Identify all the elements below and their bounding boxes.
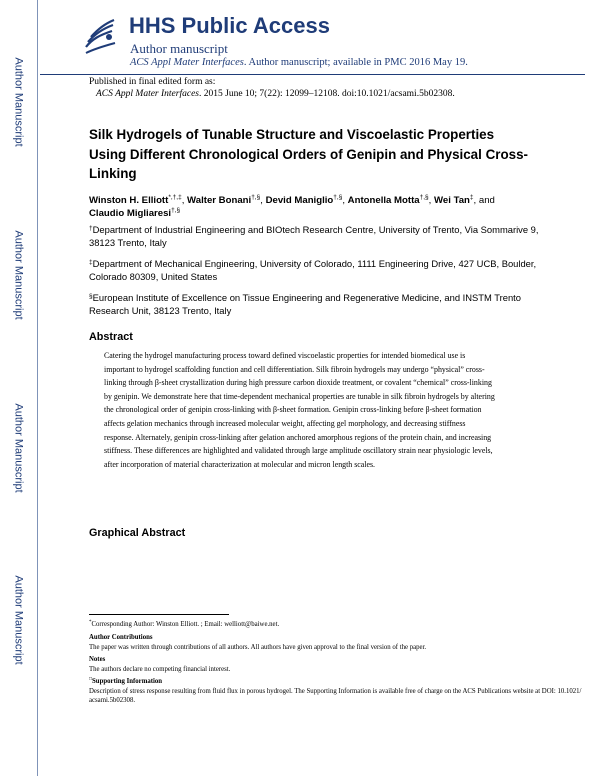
footnote-corresponding: *Corresponding Author: Winston Elliott. ; Email: welliott@baiwe.net. xyxy=(89,620,280,628)
footnote-contributions-heading: Author Contributions xyxy=(89,634,153,641)
author-list xyxy=(89,194,569,220)
author-name: Winston H. Elliott xyxy=(89,195,169,206)
sidebar-label-3: Author Manuscript xyxy=(13,403,26,493)
affiliation-2: ‡Department of Mechanical Engineering, University of Colorado, 1111 Engineering Drive, 427 UCB, Boulder, Colorado 80309, United States xyxy=(89,258,537,282)
footnote-supporting-heading: □Supporting Information xyxy=(89,677,163,685)
availability-line: ACS Appl Mater Interfaces. Author manuscript; available in PMC 2016 May 19. xyxy=(130,57,468,68)
author-name: Antonella Motta xyxy=(347,195,420,206)
author-name: Claudio Migliaresi xyxy=(89,208,172,219)
author-affiliation-marks: †,§ xyxy=(333,194,343,201)
sidebar-label-2: Author Manuscript xyxy=(13,230,26,320)
footnote-notes: The authors declare no competing financial interest. xyxy=(89,666,231,673)
author-affiliation-marks: *,†,‡ xyxy=(168,194,182,201)
author-separator: , and xyxy=(473,195,495,206)
sidebar-label-1: Author Manuscript xyxy=(13,57,26,147)
hhs-eagle-logo xyxy=(82,13,118,57)
header-rule xyxy=(40,74,585,75)
affiliation-3: §European Institute of Excellence on Tissue Engineering and Regenerative Medicine, and INSTM Trento Research Unit, 38123 Trento, Italy xyxy=(89,292,521,316)
sidebar-label-4: Author Manuscript xyxy=(13,575,26,665)
author-affiliation-marks: †,§ xyxy=(251,194,261,201)
footnote-contributions: The paper was written through contributions of all authors. All authors have given approval to the final version of the paper. xyxy=(89,644,427,651)
published-label: Published in final edited form as: xyxy=(89,77,216,87)
graphical-abstract-heading: Graphical Abstract xyxy=(89,527,186,539)
footnote-rule xyxy=(89,614,229,615)
author-affiliation-marks: †,§ xyxy=(171,207,181,214)
author-separator: , xyxy=(428,195,435,206)
author-name: Wei Tan xyxy=(434,195,470,206)
author-separator: , xyxy=(181,195,188,206)
author-affiliation-marks: †,§ xyxy=(419,194,429,201)
abstract-body: Catering the hydrogel manufacturing process toward defined viscoelastic properties for intended biomedical use is important to hydrogel scaffolding function and cell differentiation. Silk fibroin hydrogels may undergo “physical” cross-linking through β-sheet crystallization during high pressure carbon dioxide treatment, or covalent “chemical” cross-linking by genipin. We demonstrate here that time-dependent mechanical properties are tunable in silk fibroin hydrogels by altering the chronological order of genipin cross-linking with β-sheet formation. Genipin cross-linking before β-sheet formation affects gelation mechanics through increased molecular weight, affecting gel morphology, and decreasing stiffness response. Alternately, genipin cross-linking after gelation anchored amorphous regions of the protein chain, and increasing stiffness. These differences are highlighted and validated through large amplitude oscillatory strain near physiologic levels, after incorporation of material characterization at molecular and micron length scales. xyxy=(104,351,495,469)
sidebar-divider xyxy=(37,0,38,776)
affiliation-1: †Department of Industrial Engineering and BIOtech Research Centre, University of Trento, Via Sommarive 9, 38123 Trento, Italy xyxy=(89,224,539,248)
hhs-title: HHS Public Access xyxy=(129,13,330,38)
author-separator: , xyxy=(260,195,266,206)
abstract-heading: Abstract xyxy=(89,331,133,343)
footnote-notes-heading: Notes xyxy=(89,656,106,663)
footnote-supporting: Description of stress response resulting from fluid flux in porous hydrogel. The Supporting Information is available free of charge on the ACS Publications website at DOI: 10.1021/ acsami.5b02308. xyxy=(89,688,582,704)
manuscript-label: Author manuscript xyxy=(130,41,228,56)
author-name: Walter Bonani xyxy=(187,195,252,206)
publication-citation: ACS Appl Mater Interfaces. 2015 June 10; 7(22): 12099–12108. doi:10.1021/acsami.5b02308. xyxy=(96,89,455,99)
author-affiliation-marks: ‡ xyxy=(469,194,474,201)
author-name: Devid Maniglio xyxy=(265,195,334,206)
article-title: Silk Hydrogels of Tunable Structure and Viscoelastic Properties Using Different Chronological Orders of Genipin and Physical Cross- Linking xyxy=(89,127,528,181)
author-separator: , xyxy=(342,195,348,206)
